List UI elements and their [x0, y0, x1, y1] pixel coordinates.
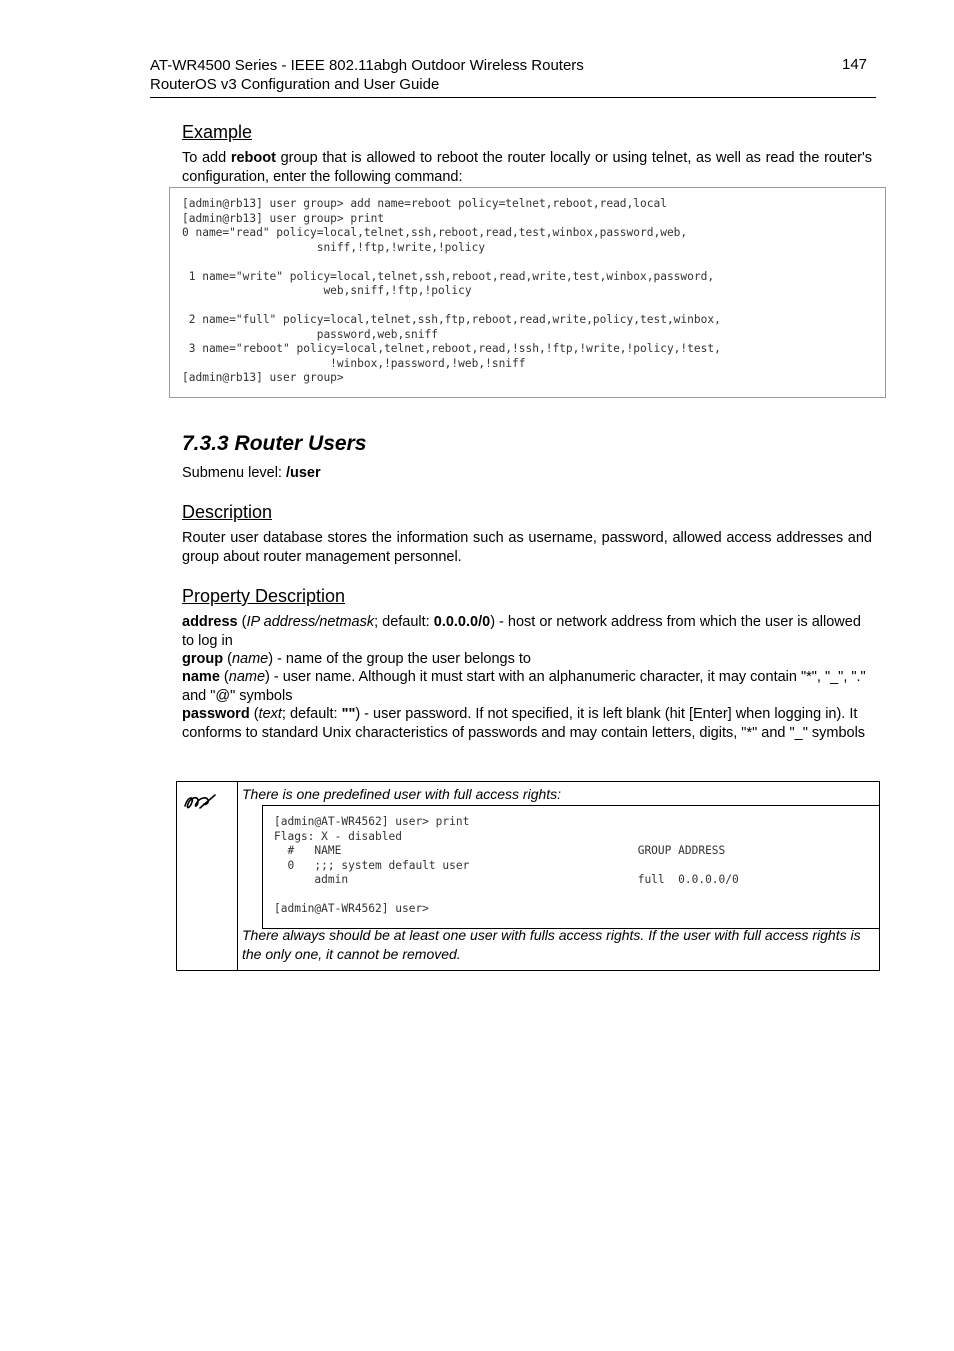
submenu-level: Submenu level: /user — [182, 465, 321, 481]
example-heading: Example — [182, 122, 253, 142]
description-text: Router user database stores the information such as username, password, allowed access addresses and group about router management personnel. — [182, 530, 872, 565]
note-code: [admin@AT-WR4562] user> print Flags: X - disabled # NAME GROUP ADDRESS 0 ;;; system default user admin full 0.0.0.0/0 [admin@AT-WR4562] user> — [274, 815, 739, 915]
property-password: password (text; default: "") - user password. If not specified, it is left blank (hit [Enter] when logging in). It conforms to standard Unix characteristics of passwords and may contain letters, digits, "*" and "_" symbols — [182, 706, 866, 741]
note-text-top: There is one predefined user with full access rights: — [242, 786, 562, 802]
note-divider — [237, 781, 238, 970]
property-name: name (name) - user name. Although it must start with an alphanumeric character, it may contain "*", "_", "." and "@" symbols — [182, 669, 866, 704]
document-header-title: AT-WR4500 Series - IEEE 802.11abgh Outdoor Wireless Routers — [150, 57, 584, 74]
pen-note-icon — [182, 792, 218, 818]
page-number: 147 — [842, 56, 868, 73]
description-heading: Description — [182, 502, 273, 522]
example-intro: To add reboot group that is allowed to reboot the router locally or using telnet, as well as read the router's configuration, enter the following command: — [182, 150, 872, 185]
document-header-subtitle: RouterOS v3 Configuration and User Guide — [150, 76, 440, 93]
property-group: group (name) - name of the group the user belongs to — [182, 651, 531, 667]
header-divider — [150, 97, 876, 98]
property-address: address (IP address/netmask; default: 0.0.0.0/0) - host or network address from which the user is allowed to log in — [182, 614, 861, 649]
example-code: [admin@rb13] user group> add name=reboot policy=telnet,reboot,read,local [admin@rb13] user group> print 0 name="read" policy=local,telnet,ssh,reboot,read,test,winbox,password,web, sniff,!ftp,!write,!policy 1 name="write" policy=local,telnet,ssh,reboot,read,write,test,winbox,password, web,sniff,!ftp,!policy 2 name="full" policy=local,telnet,ssh,ftp,reboot,read,write,policy,test,winbox, password,web,sniff 3 name="reboot" policy=local,telnet,reboot,read,!ssh,!ftp,!write,!policy,!test, !winbox,!password,!web,!sniff [admin@rb13] user group> — [182, 197, 721, 384]
note-text-bottom: There always should be at least one user with fulls access rights. If the user with full access rights is the only one, it cannot be removed. — [242, 927, 861, 962]
property-description-heading: Property Description — [182, 586, 346, 606]
section-title: 7.3.3 Router Users — [182, 432, 367, 455]
